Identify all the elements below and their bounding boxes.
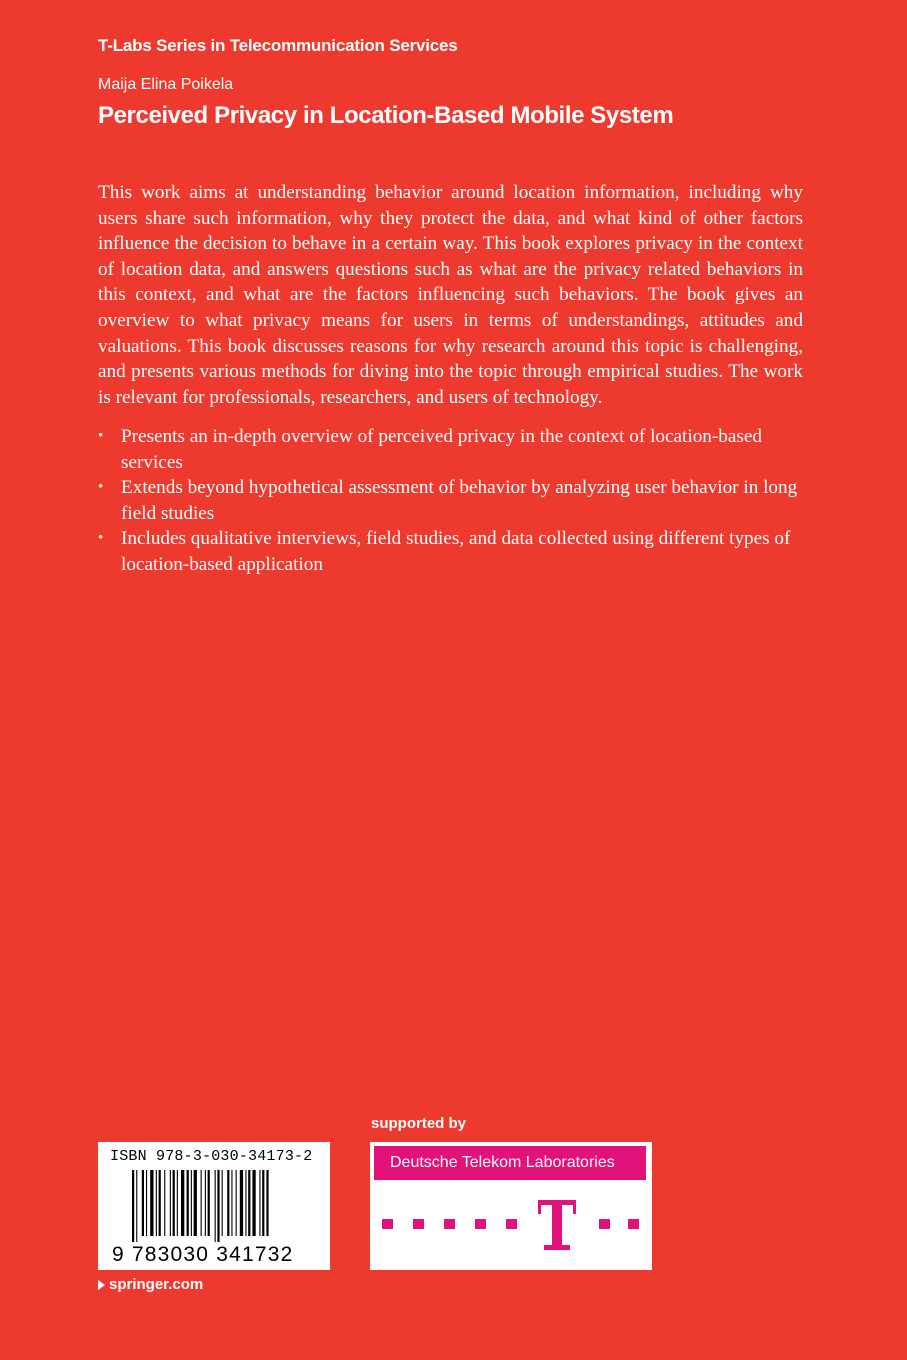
publisher-link[interactable] xyxy=(98,1276,203,1293)
supported-by-label: supported by xyxy=(371,1115,467,1132)
barcode-bar xyxy=(259,1170,260,1236)
barcode-bar xyxy=(187,1170,189,1236)
barcode-bar xyxy=(181,1170,184,1236)
isbn-digits: 9 783030 341732 xyxy=(112,1243,294,1266)
barcode-bar xyxy=(170,1170,171,1236)
barcode-bar xyxy=(132,1170,134,1242)
telekom-t-logo-icon xyxy=(380,1198,642,1254)
barcode-bar xyxy=(248,1170,250,1236)
barcode-bar xyxy=(208,1170,210,1236)
barcode-bar xyxy=(159,1170,161,1236)
barcode-bar xyxy=(262,1170,264,1236)
feature-item: • Presents an in-depth overview of perceived privacy in the context of location-based services xyxy=(98,424,803,475)
author-name: Maija Elina Poikela xyxy=(98,76,234,93)
publisher-url: springer.com xyxy=(109,1276,204,1293)
sponsor-logo-box xyxy=(370,1142,652,1270)
barcode-bar xyxy=(205,1170,206,1236)
arrow-right-icon xyxy=(98,1280,105,1290)
feature-item: • Includes qualitative interviews, field studies, and data collected using different types of location-based application xyxy=(98,526,803,577)
series-title: T-Labs Series in Telecommunication Services xyxy=(98,36,458,55)
barcode-bar xyxy=(245,1170,246,1236)
barcode-bar xyxy=(215,1170,216,1242)
barcode-bar xyxy=(231,1170,232,1236)
barcode-bar xyxy=(146,1170,147,1236)
barcode-bar xyxy=(217,1170,219,1242)
barcode-icon xyxy=(132,1170,302,1242)
barcode-bar xyxy=(164,1170,165,1236)
barcode-bar xyxy=(227,1170,229,1236)
barcode-bar xyxy=(173,1170,175,1236)
isbn-label: ISBN 978-3-030-34173-2 xyxy=(110,1148,313,1165)
barcode-bar xyxy=(266,1170,268,1236)
barcode-bar xyxy=(222,1170,223,1236)
barcode-bar xyxy=(252,1170,255,1236)
barcode-bar xyxy=(194,1170,197,1236)
barcode-bar xyxy=(236,1170,237,1236)
barcode-bar xyxy=(240,1170,243,1236)
book-description: This work aims at understanding behavior around location information, including why users share such information, why they protect the data, and what kind of other factors influence the decision to behave in a certain way. This book explores privacy in the context of location data, and answers questions such as what are the privacy related behaviors in this context, and what are the factors influencing such behaviors. The book gives an overview to what privacy means for users in terms of understandings, attitudes and valuations. This book discusses reasons for why research around this topic is challenging, and presents various methods for diving into the topic through empirical studies. The work is relevant for professionals, researchers, and users of technology. xyxy=(98,182,803,408)
feature-list xyxy=(98,424,803,578)
barcode-box xyxy=(98,1142,330,1270)
barcode-bar xyxy=(136,1170,137,1242)
feature-item: • Extends beyond hypothetical assessment of behavior by analyzing user behavior in long field studies xyxy=(98,475,803,526)
barcode-bar xyxy=(142,1170,144,1236)
barcode-bar xyxy=(150,1170,153,1236)
barcode-bar xyxy=(201,1170,202,1236)
barcode-bar xyxy=(156,1170,157,1236)
barcode-bar xyxy=(177,1170,178,1236)
barcode-bar xyxy=(191,1170,192,1236)
book-title: Perceived Privacy in Location-Based Mobile System xyxy=(98,102,674,129)
sponsor-name: Deutsche Telekom Laboratories xyxy=(374,1146,646,1180)
